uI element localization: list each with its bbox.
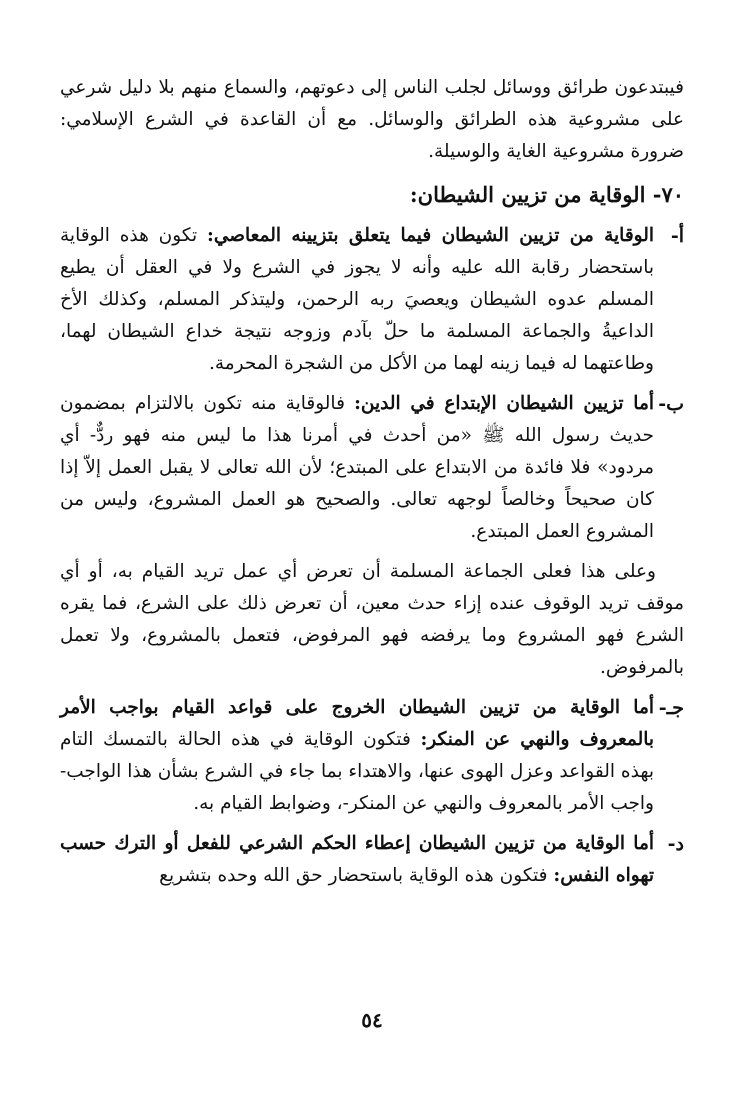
- list-item-marker: أ-: [670, 225, 684, 247]
- list-item-marker: ب-: [658, 393, 684, 415]
- standalone-paragraph: وعلى هذا فعلى الجماعة المسلمة أن تعرض أي عمل تريد القيام به، أو أي موقف تريد الوقوف عنده إزاء حدث معين، أن تعرض ذلك على الشرع، فما يقره الشرع فهو المشروع وما يرفضه فهو المرفوض، فتعمل بالمشروع، ولا تعمل بالمرفوض.: [60, 561, 684, 678]
- page-number: ٥٤: [361, 1008, 383, 1032]
- list-item-bold-lead: أما الوقاية من تزيين الشيطان الخروج على قواعد القيام بواجب الأمر بالمعروف والنهي عن المنكر:: [60, 697, 654, 750]
- intro-paragraph: فيبتدعون طرائق ووسائل لجلب الناس إلى دعوتهم، والسماع منهم بلا دليل شرعي على مشروعية هذه الطرائق والوسائل. مع أن القاعدة في الشرع الإسلامي: ضرورة مشروعية الغاية والوسيلة.: [60, 77, 684, 162]
- list-item-bold-lead: الوقاية من تزيين الشيطان فيما يتعلق بتزيينه المعاصي:: [206, 225, 654, 246]
- list-item-alif: [60, 220, 684, 380]
- section-heading: ٧٠- الوقاية من تزيين الشيطان:: [409, 182, 684, 207]
- list-item-marker: د-: [667, 833, 684, 855]
- list-item-text: فتكون الوقاية في هذه الحالة بالتمسك التام بهذه القواعد وعزل الهوى عنها، والاهتداء بما جاء في الشرع بشأن هذا الواجب- واجب الأمر بالمعروف والنهي عن المنكر-، وضوابط القيام به.: [60, 729, 654, 814]
- list-item-text: فتكون هذه الوقاية باستحضار حق الله وحده بتشريع: [159, 865, 554, 886]
- list-item-body: [60, 828, 654, 892]
- list-item-text: فالوقاية منه تكون بالالتزام بمضمون حديث رسول الله ﷺ «من أحدث في أمرنا هذا ما ليس منه فهو ردٌّ- أي مردود» فلا فائدة من الابتداع على المبتدع؛ لأن الله تعالى لا يقبل العمل إلاّ إذا كان صحيحاً وخالصاً لوجهه تعالى. والصحيح هو العمل المشروع، وليس من المشروع العمل المبتدع.: [60, 393, 654, 542]
- list-item-text: تكون هذه الوقاية باستحضار رقابة الله عليه وأنه لا يجوز في الشرع ولا في العقل أن يطيع المسلم عدوه الشيطان ويعصيَ ربه الرحمن، وليتذكر المسلم، وكذلك الأخ الداعيةُ والجماعة المسلمة ما حلّ بآدم وزوجه نتيجة خداع الشيطان لهما، وطاعتهما له فيما زينه لهما من الأكل من الشجرة المحرمة.: [60, 225, 654, 374]
- list-item-body: [60, 220, 654, 380]
- list-item-jim: [60, 692, 684, 820]
- list-item-bold-lead: أما الوقاية من تزيين الشيطان إعطاء الحكم الشرعي للفعل أو الترك حسب تهواه النفس:: [60, 833, 654, 886]
- list-item-marker: جـ-: [658, 697, 684, 719]
- book-page: [60, 72, 684, 900]
- list-item-dal: [60, 828, 684, 892]
- list-item-ba: [60, 388, 684, 548]
- list-item-body: [60, 692, 654, 820]
- list-item-body: [60, 388, 654, 548]
- list-item-bold-lead: أما تزيين الشيطان الإبتداع في الدين:: [354, 393, 654, 414]
